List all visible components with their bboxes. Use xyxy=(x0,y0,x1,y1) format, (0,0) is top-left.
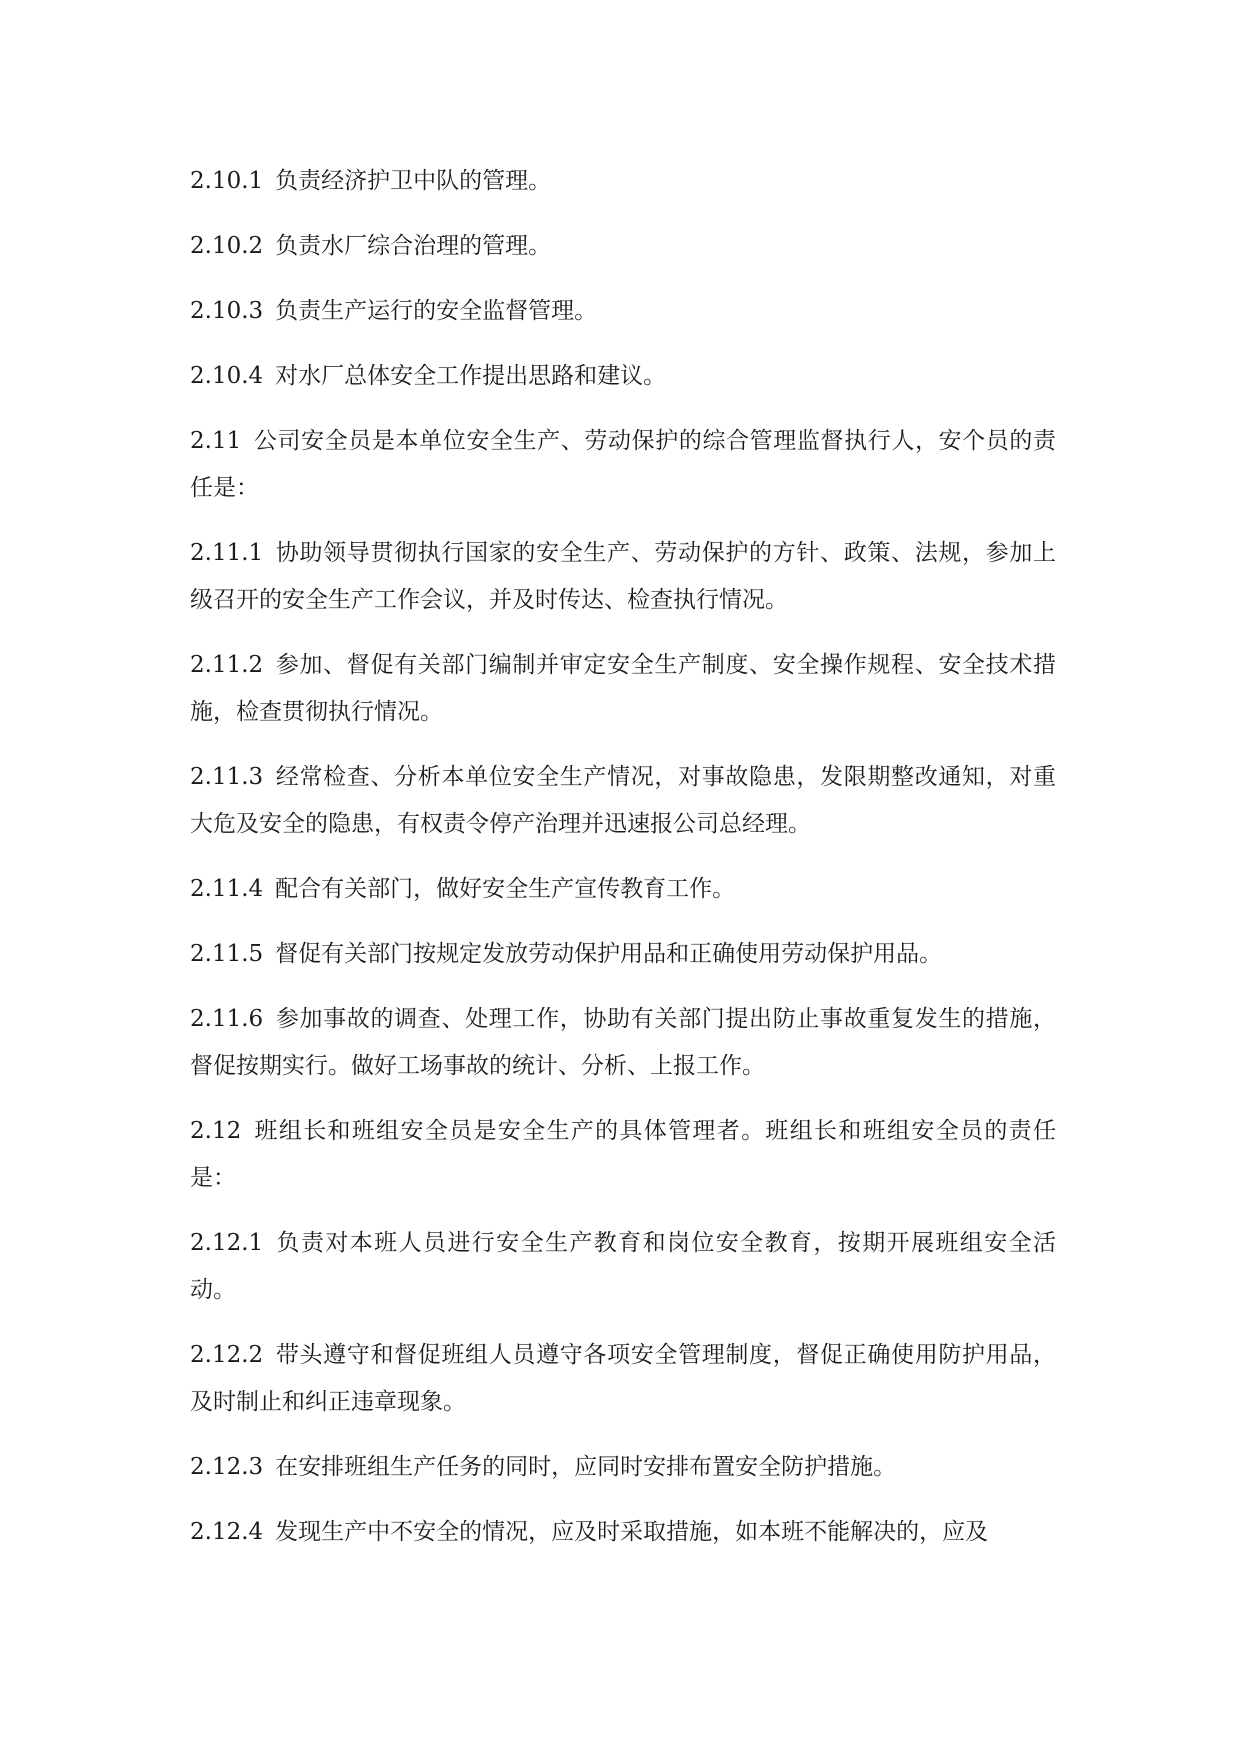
paragraph-2-10-4 xyxy=(190,353,1056,400)
paragraph-2-11-6 xyxy=(190,996,1056,1090)
clause-number: 2.10.4 xyxy=(190,363,264,389)
paragraph-2-12-1 xyxy=(190,1220,1056,1314)
paragraph-2-11-4 xyxy=(190,866,1056,913)
clause-text: 督促有关部门按规定发放劳动保护用品和正确使用劳动保护用品。 xyxy=(275,941,943,967)
clause-number: 2.12.2 xyxy=(190,1342,264,1368)
clause-number: 2.11.6 xyxy=(190,1006,264,1032)
document-body xyxy=(190,158,1056,1574)
clause-number: 2.11 xyxy=(190,428,242,454)
paragraph-2-10-2 xyxy=(190,223,1056,270)
clause-number: 2.10.2 xyxy=(190,233,264,259)
paragraph-2-12 xyxy=(190,1108,1056,1202)
paragraph-2-11-5 xyxy=(190,931,1056,978)
clause-text: 协助领导贯彻执行国家的安全生产、劳动保护的方针、政策、法规，参加上级召开的安全生产工作会议，并及时传达、检查执行情况。 xyxy=(190,540,1056,613)
paragraph-2-11-3 xyxy=(190,754,1056,848)
clause-text: 参加事故的调查、处理工作，协助有关部门提出防止事故重复发生的措施，督促按期实行。做好工场事故的统计、分析、上报工作。 xyxy=(190,1006,1056,1079)
clause-text: 负责对本班人员进行安全生产教育和岗位安全教育，按期开展班组安全活动。 xyxy=(190,1230,1056,1303)
paragraph-2-12-3 xyxy=(190,1444,1056,1491)
clause-text: 负责生产运行的安全监督管理。 xyxy=(275,298,598,324)
paragraph-2-12-2 xyxy=(190,1332,1056,1426)
paragraph-2-12-4 xyxy=(190,1509,1056,1556)
clause-text: 负责经济护卫中队的管理。 xyxy=(275,168,552,194)
clause-text: 班组长和班组安全员是安全生产的具体管理者。班组长和班组安全员的责任是： xyxy=(190,1118,1056,1191)
clause-text: 发现生产中不安全的情况，应及时采取措施，如本班不能解决的，应及 xyxy=(275,1519,989,1545)
clause-number: 2.10.1 xyxy=(190,168,264,194)
paragraph-2-11 xyxy=(190,418,1056,512)
paragraph-2-11-1 xyxy=(190,530,1056,624)
clause-number: 2.11.1 xyxy=(190,540,264,566)
clause-number: 2.12.4 xyxy=(190,1519,264,1545)
paragraph-2-10-1 xyxy=(190,158,1056,205)
clause-number: 2.12.3 xyxy=(190,1454,264,1480)
clause-number: 2.12 xyxy=(190,1118,242,1144)
clause-number: 2.11.2 xyxy=(190,652,264,678)
clause-text: 参加、督促有关部门编制并审定安全生产制度、安全操作规程、安全技术措施，检查贯彻执行情况。 xyxy=(190,652,1056,725)
paragraph-2-10-3 xyxy=(190,288,1056,335)
clause-number: 2.11.4 xyxy=(190,876,264,902)
clause-text: 对水厂总体安全工作提出思路和建议。 xyxy=(275,363,667,389)
clause-text: 在安排班组生产任务的同时，应同时安排布置安全防护措施。 xyxy=(275,1454,897,1480)
clause-text: 配合有关部门，做好安全生产宣传教育工作。 xyxy=(275,876,736,902)
clause-number: 2.11.5 xyxy=(190,941,264,967)
clause-text: 带头遵守和督促班组人员遵守各项安全管理制度，督促正确使用防护用品，及时制止和纠正违章现象。 xyxy=(190,1342,1056,1415)
clause-text: 经常检查、分析本单位安全生产情况，对事故隐患，发限期整改通知，对重大危及安全的隐患，有权责令停产治理并迅速报公司总经理。 xyxy=(190,764,1056,837)
clause-number: 2.11.3 xyxy=(190,764,264,790)
clause-text: 公司安全员是本单位安全生产、劳动保护的综合管理监督执行人，安个员的责任是： xyxy=(190,428,1056,501)
paragraph-2-11-2 xyxy=(190,642,1056,736)
clause-number: 2.12.1 xyxy=(190,1230,264,1256)
clause-text: 负责水厂综合治理的管理。 xyxy=(275,233,552,259)
clause-number: 2.10.3 xyxy=(190,298,264,324)
